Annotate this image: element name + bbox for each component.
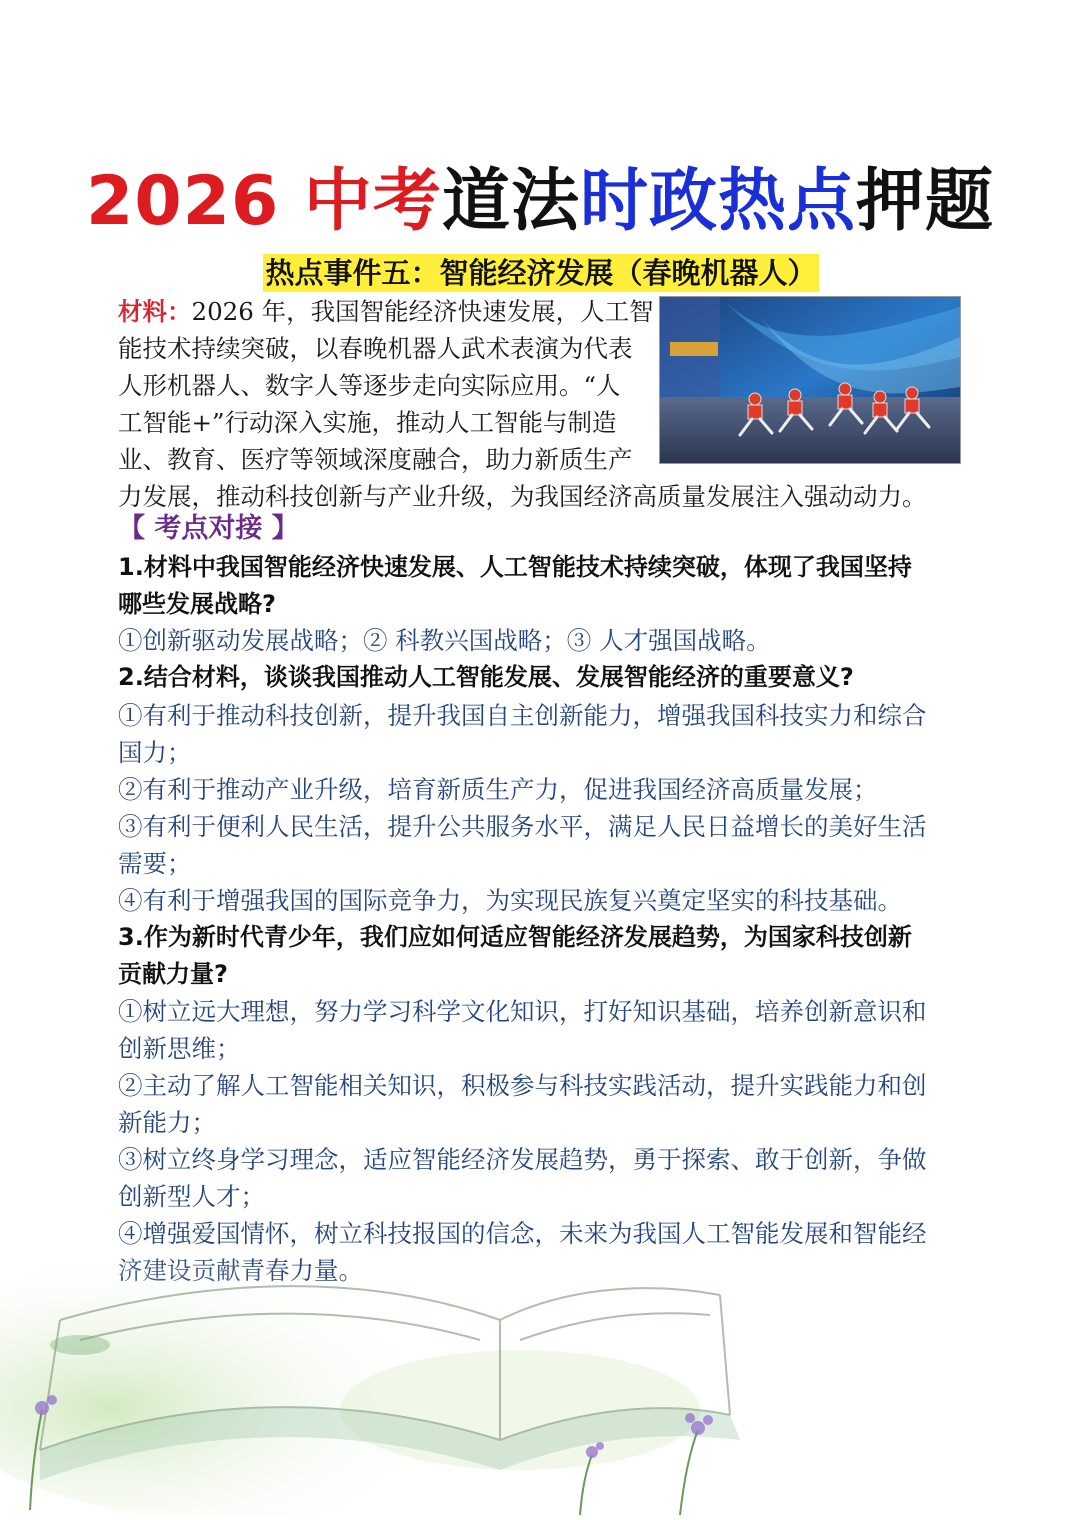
material-line-2: 能技术持续突破，以春晚机器人武术表演为代表 — [118, 334, 633, 363]
material-line-3: 人形机器人、数字人等逐步走向实际应用。“人 — [118, 371, 621, 400]
title-topic: 时政热点 — [579, 162, 856, 241]
material-line-5: 业、教育、医疗等领域深度融合，助力新质生产 — [118, 445, 633, 474]
material-line-1: 材料：2026 年，我国智能经济快速发展，人工智 — [118, 297, 654, 326]
event-subtitle: 热点事件五：智能经济发展（春晚机器人） — [263, 254, 819, 292]
answer-3-line-1: ①树立远大理想，努力学习科学文化知识，打好知识基础，培养创新意识和 — [118, 997, 927, 1026]
page-title — [0, 160, 1080, 244]
answer-2-line-4: ③有利于便利人民生活，提升公共服务水平，满足人民日益增长的美好生活 — [118, 812, 927, 841]
decorative-book-illustration — [0, 1150, 1080, 1516]
title-year: 2026 中考 — [86, 162, 442, 241]
question-2-line-1: 2.结合材料，谈谈我国推动人工智能发展、发展智能经济的重要意义? — [118, 663, 854, 691]
answer-3-line-2: 创新思维； — [118, 1034, 241, 1063]
material-line-6: 力发展，推动科技创新与产业升级，为我国经济高质量发展注入强动动力。 — [118, 482, 927, 511]
robot-performance-photo — [659, 296, 961, 464]
question-3-line-1: 3.作为新时代青少年，我们应如何适应智能经济发展趋势，为国家科技创新 — [118, 923, 912, 951]
answer-3-line-5: ③树立终身学习理念，适应智能经济发展趋势，勇于探索、敢于创新，争做 — [118, 1145, 927, 1174]
answer-3-line-6: 创新型人才； — [118, 1182, 265, 1211]
section-header: 【 考点对接 】 — [118, 513, 299, 544]
question-1-line-1: 1.材料中我国智能经济快速发展、人工智能技术持续突破，体现了我国坚持 — [118, 553, 912, 581]
question-1-line-2: 哪些发展战略? — [118, 590, 276, 618]
answer-3-line-4: 新能力； — [118, 1108, 216, 1137]
material-line-4: 工智能+”行动深入实施，推动人工智能与制造 — [118, 408, 617, 437]
answer-2-line-6: ④有利于增强我国的国际竞争力，为实现民族复兴奠定坚实的科技基础。 — [118, 886, 902, 915]
question-3-line-2: 贡献力量? — [118, 960, 228, 988]
material-label: 材料： — [118, 297, 192, 326]
title-subject: 道法 — [441, 162, 580, 241]
answer-2-line-3: ②有利于推动产业升级，培育新质生产力，促进我国经济高质量发展； — [118, 775, 878, 804]
title-suffix: 押题 — [855, 162, 994, 241]
answer-2-line-5: 需要； — [118, 849, 192, 878]
answer-3-line-3: ②主动了解人工智能相关知识，积极参与科技实践活动，提升实践能力和创 — [118, 1071, 927, 1100]
answer-1-line-1: ①创新驱动发展战略；② 科教兴国战略；③ 人才强国战略。 — [118, 626, 771, 655]
answer-2-line-1: ①有利于推动科技创新，提升我国自主创新能力，增强我国科技实力和综合 — [118, 701, 927, 730]
answer-3-line-7: ④增强爱国情怀，树立科技报国的信念，未来为我国人工智能发展和智能经 — [118, 1219, 927, 1248]
answer-2-line-2: 国力； — [118, 738, 192, 767]
